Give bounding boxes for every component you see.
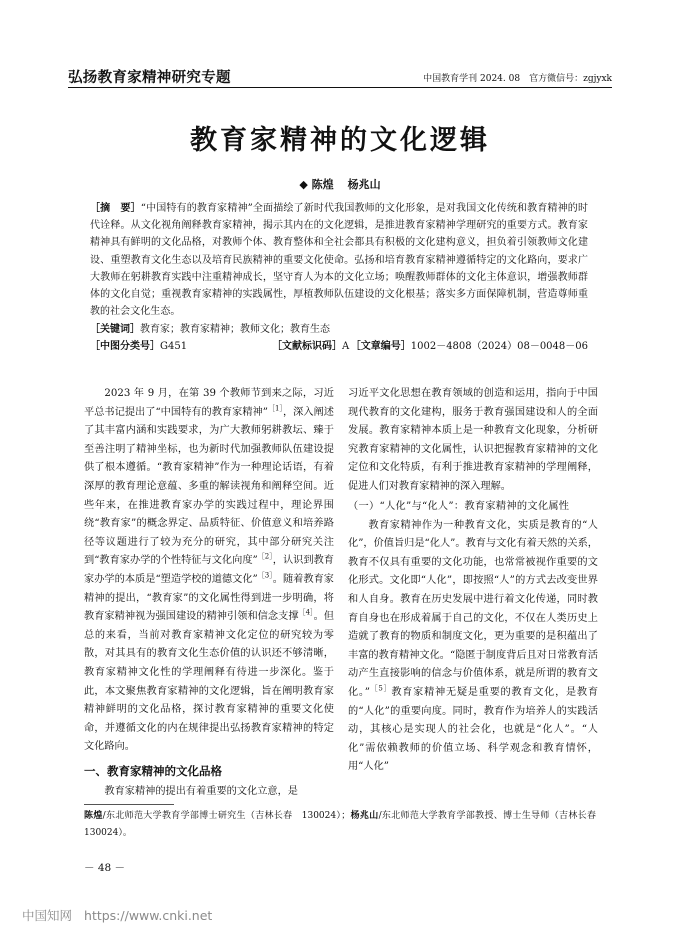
body-paragraph: 教育家精神的提出有着重要的文化立意，是: [104, 785, 298, 797]
subsection-heading: （一）“人化”与“化人”：教育家精神的文化属性: [348, 500, 570, 512]
author-line: [0, 176, 680, 192]
citation-ref: ［5］: [369, 684, 392, 693]
author-name: 陈煌: [311, 178, 334, 191]
footnote-rule: [84, 804, 174, 805]
diamond-icon: ◆: [299, 178, 308, 191]
document-code: ［文献标识码］A: [272, 341, 350, 352]
running-header: [68, 66, 612, 88]
abstract: [90, 200, 588, 320]
section-heading: 一、教育家精神的文化品格: [84, 763, 222, 778]
abstract-text: “中国特有的教育家精神”全面描绘了新时代我国教师的文化形象，是对我国文化传统和教育精神的时代诠释。从文化视角阐释教育家精神，揭示其内在的文化逻辑，是推进教育家精神学理研究的重要方式。教育家精神具有鲜明的文化品格，对教师个体、教育整体和全社会都具有积极的文化建构意义，担负着引领教师文化建设、重塑教育文化生态以及培育民族精神的重要文化使命。弘扬和培育教育家精神遵循特定的文化路向，要求广大教师在躬耕教育实践中注重精神成长，坚守育人为本的文化立场；唤醒教师群体的文化主体意识，增强教师群体的文化自觉；重视教育家精神的实践属性，厚植教师队伍建设的文化根基；落实多方面保障机制，营造尊师重教的社会文化生态。: [90, 203, 588, 318]
clc-number: ［中图分类号］G451: [90, 341, 188, 352]
column-title: 弘扬教育家精神研究专题: [68, 70, 231, 86]
watermark-brand: 中国知网: [22, 908, 73, 923]
header-rule: [68, 87, 612, 88]
cnki-watermark: [22, 906, 212, 924]
footnote-author-name: 杨兆山: [350, 811, 379, 821]
footnote-author-name: 陈煌: [84, 811, 103, 821]
body-paragraph: 习近平文化思想在教育领域的创造和运用，指向于中国现代教育的文化建构，服务于教育强国建设和人的全面发展。教育家精神本质上是一种教育文化现象，分析研究教育家精神的文化属性，认识把握教育家精神的文化定位和文化特质，有利于推进教育家精神的学理阐释，促进人们对教育家精神的深入理解。: [348, 388, 598, 492]
body-right-column: [348, 385, 598, 777]
journal-info: 中国教育学刊 2024. 08 官方微信号：zgjyxk: [423, 74, 612, 84]
keywords-label: ［关键词］: [90, 324, 140, 335]
citation-ref: ［2］: [257, 552, 273, 561]
page-number: － 48 －: [84, 862, 126, 874]
citation-ref: ［3］: [257, 571, 273, 580]
keywords: [90, 321, 588, 338]
citation-ref: ［1］: [267, 404, 283, 413]
watermark-url: https://www.cnki.net: [84, 908, 213, 923]
keywords-text: 教育家；教育家精神；教师文化；教育生态: [140, 324, 330, 335]
article-title: 教育家精神的文化逻辑: [190, 125, 490, 156]
body-paragraph: 教育家精神作为一种教育文化，实质是教育的“人化”，价值旨归是“化人”。教育与文化有着天然的关系，教育不仅具有重要的文化功能，也常常被视作重要的文化形式。文化即“人化”，即按照“人”的方式去改变世界和人自身。教育在历史发展中进行着文化传递，同时教育自身也在形成着属于自己的文化，不仅在人类历史上造就了教育的物质和制度文化，更为重要的是积蕴出了丰富的教育精神文化。“隐匿于制度背后且对日常教育活动产生直接影响的信念与价值体系，就是所谓的教育文化。”$^{[5]}$教育家精神无疑是重要的教育文化，是教育的“人化”的重要向度。同时，教育作为培养人的实践活动，其核心是实现人的社会化，也就是“化人”。“人化”需依赖教师的价值立场、科学观念和教育情怀，用“人化”: [348, 519, 599, 773]
citation-ref: ［4］: [298, 608, 314, 617]
classification-row: [90, 338, 588, 356]
body-paragraph: 2023 年 9 月，在第 39 个教师节到来之际，习近平总书记提出了“中国特有的教育家精神”$^{[1]}$，深入阐述了其丰富内涵和实践要求，为广大教师躬耕教坛、臻于至善注明了精神坐标，也为新时代加强教师队伍建设提供了根本遵循。“教育家精神”作为一种理论话语，有着深厚的教育理论意蕴、多重的解读视角和阐释空间。近些年来，在推进教育家办学的实践过程中，理论界围绕“教育家”的概念界定、品质特征、价值意义和培养路径等议题进行了较为充分的研究，其中部分研究关注到“教育家办学的个性特征与文化向度”$^{[2]}$，认识到教育家办学的本质是“塑造学校的道德文化”$^{[3]}$。随着教育家精神的提出，“教育家”的文化属性得到进一步明确，将教育家精神视为强国建设的精神引领和信念支撑$^{[4]}$。但总的来看，当前对教育家精神文化定位的研究较为零散，对其具有的教育文化生态价值的认识还不够清晰，教育家精神文化性的学理阐释有待进一步深化。鉴于此，本文聚焦教育家精神的文化逻辑，旨在阐明教育家精神鲜明的文化品格，探讨教育家精神的重要文化使命，并遵循文化的内在规律提出弘扬教育家精神的特定文化路向。: [84, 388, 334, 753]
body-left-column: [84, 385, 334, 801]
abstract-label: ［摘 要］: [90, 203, 141, 214]
author-footnote: 陈煌/东北师范大学教育学部博士研究生（吉林长春 130024）；杨兆山/东北师范大学教育学部教授、博士生导师（吉林长春 130024）。: [84, 811, 606, 838]
author-name: 杨兆山: [347, 178, 381, 191]
article-number: ［文章编号］1002－4808（2024）08－0048－06: [350, 341, 588, 352]
